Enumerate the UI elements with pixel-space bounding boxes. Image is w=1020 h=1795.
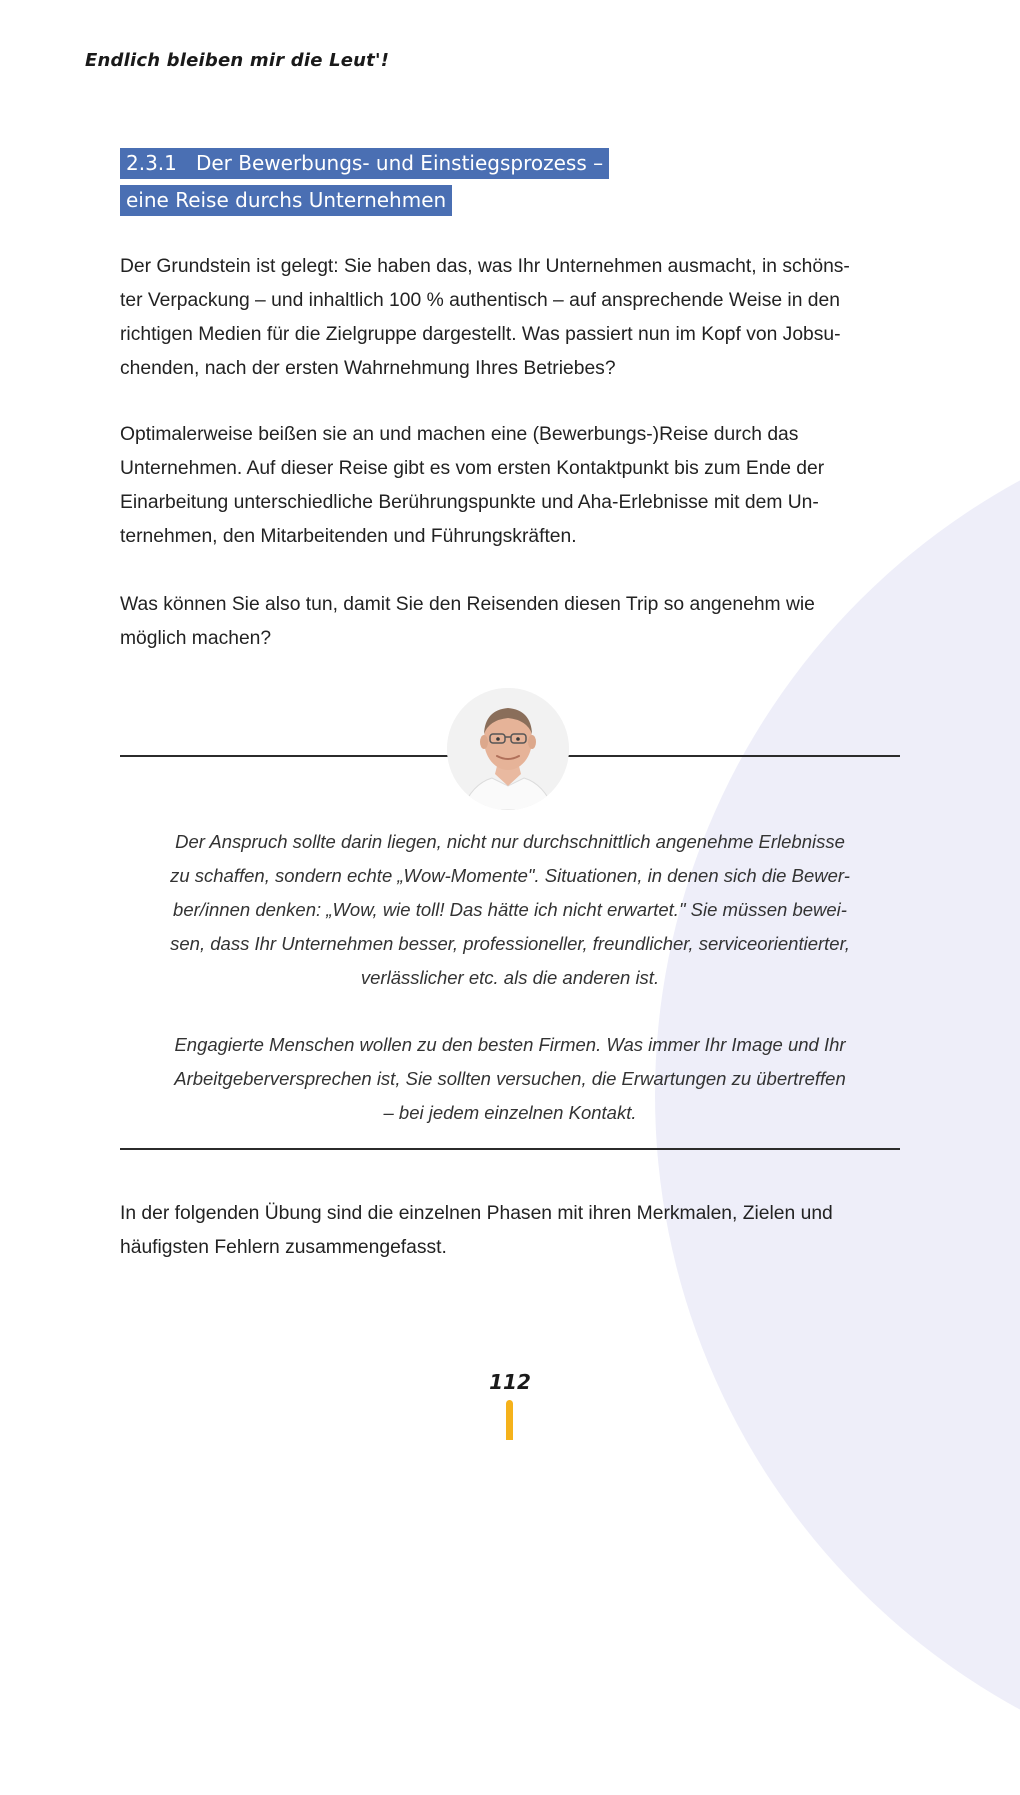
quote-line: zu schaffen, sondern echte „Wow-Momente". Situationen, in denen sich die Bewer- xyxy=(170,865,850,886)
quote-line: ber/innen denken: „Wow, wie toll! Das hätte ich nicht erwartet." Sie müssen bewei- xyxy=(173,899,847,920)
quote-line: – bei jedem einzelnen Kontakt. xyxy=(383,1102,637,1123)
text-line: Unternehmen. Auf dieser Reise gibt es vom ersten Kontaktpunkt bis zum Ende der xyxy=(120,458,825,479)
text-line: Der Grundstein ist gelegt: Sie haben das, was Ihr Unternehmen ausmacht, in schöns- xyxy=(120,256,850,277)
paragraph-3 xyxy=(120,588,910,656)
running-header: Endlich bleiben mir die Leut'! xyxy=(85,50,390,71)
quote-line: Der Anspruch sollte darin liegen, nicht nur durchschnittlich angenehme Erlebnisse xyxy=(175,831,845,852)
quote-line: sen, dass Ihr Unternehmen besser, professioneller, freundlicher, serviceorientierter, xyxy=(170,933,850,954)
section-title-line1: Der Bewerbungs- und Einstiegsprozess – xyxy=(195,151,604,175)
text-line: Optimalerweise beißen sie an und machen eine (Bewerbungs-)Reise durch das xyxy=(120,424,799,445)
text-line: ter Verpackung – und inhaltlich 100 % authentisch – auf ansprechende Weise in den xyxy=(120,290,840,311)
quote-bottom-divider xyxy=(120,1148,900,1150)
quote-line: verlässlicher etc. als die anderen ist. xyxy=(360,967,660,988)
section-number: 2.3.1 xyxy=(126,151,177,175)
page-marker-bar xyxy=(506,1400,513,1440)
author-portrait-icon xyxy=(447,688,569,810)
quote-paragraph-2 xyxy=(140,1028,880,1130)
text-line: Was können Sie also tun, damit Sie den Reisenden diesen Trip so angenehm wie xyxy=(120,594,815,615)
paragraph-1 xyxy=(120,250,910,386)
paragraph-2 xyxy=(120,418,910,554)
page-number: 112 xyxy=(489,1370,531,1394)
text-line: richtigen Medien für die Zielgruppe dargestellt. Was passiert nun im Kopf von Jobsu- xyxy=(120,324,841,345)
text-line: ternehmen, den Mitarbeitenden und Führungskräften. xyxy=(120,526,577,547)
quote-line: Engagierte Menschen wollen zu den besten Firmen. Was immer Ihr Image und Ihr xyxy=(174,1034,846,1055)
text-line: In der folgenden Übung sind die einzelnen Phasen mit ihren Merkmalen, Zielen und xyxy=(120,1203,833,1224)
quote-line: Arbeitgeberversprechen ist, Sie sollten versuchen, die Erwartungen zu übertreffen xyxy=(174,1068,846,1089)
author-avatar xyxy=(447,688,569,810)
section-title-line2: eine Reise durchs Unternehmen xyxy=(120,185,452,216)
section-heading xyxy=(120,148,609,222)
section-heading-line1 xyxy=(120,148,609,179)
closing-paragraph xyxy=(120,1197,910,1265)
text-line: häufigsten Fehlern zusammengefasst. xyxy=(120,1237,447,1258)
text-line: möglich machen? xyxy=(120,628,272,649)
quote-paragraph-1 xyxy=(140,825,880,995)
text-line: chenden, nach der ersten Wahrnehmung Ihres Betriebes? xyxy=(120,358,616,379)
text-line: Einarbeitung unterschiedliche Berührungspunkte und Aha-Erlebnisse mit dem Un- xyxy=(120,492,819,513)
